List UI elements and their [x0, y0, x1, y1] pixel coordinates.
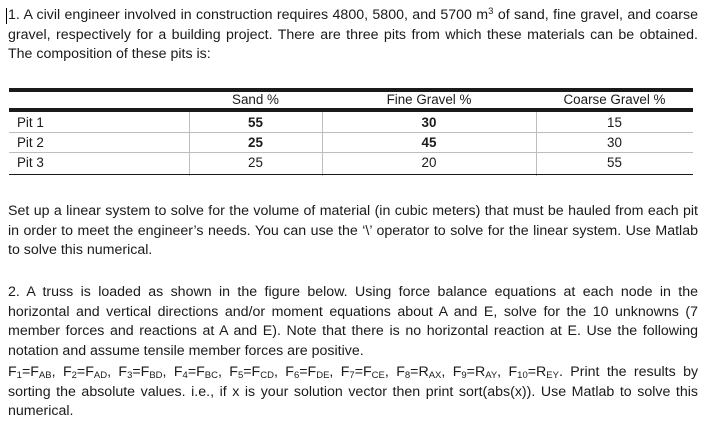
- notation-item: $F_9=R_{AY}$: [452, 364, 498, 381]
- table-cell: 45: [421, 135, 437, 150]
- table-row-label: Pit 3: [17, 155, 44, 170]
- header-fine-gravel: Fine Gravel %: [386, 92, 472, 107]
- table-cell: 25: [248, 155, 263, 170]
- notation-item: $F_3=F_{BD}$: [118, 364, 163, 381]
- notation-item: $F_4=F_{BC}$: [173, 364, 218, 381]
- table-bottom-border: [9, 174, 693, 175]
- problem-2-closing: . Print the results by sorting the absolute values. i.e., if x is your solution vector then print sort(abs(x)). Use Matlab to solve this numerical.: [8, 364, 699, 420]
- text-cursor: [6, 8, 7, 24]
- header-coarse-gravel: Coarse Gravel %: [563, 92, 666, 107]
- notation-item: $F_7=F_{CE}$: [340, 364, 385, 381]
- problem-1-task: Set up a linear system to solve for the volume of material (in cubic meters) that must be hauled from each pit in order to meet the engineer’s needs. You can use the ‘\’ operator to solve for the linear system. Use Matlab to solve this numerical.: [8, 203, 698, 259]
- table-row-label: Pit 2: [17, 135, 44, 150]
- row-divider: [9, 132, 693, 133]
- table-cell: 20: [421, 155, 437, 170]
- table-cell: 30: [421, 115, 437, 130]
- notation-item: $F_{10}=R_{EY}$: [508, 364, 559, 381]
- table-cell: 25: [248, 135, 263, 150]
- pit-composition-table: [9, 88, 693, 176]
- table-cell: 30: [607, 135, 622, 150]
- problem-1-statement: [8, 6, 698, 65]
- problem-1-intro: A civil engineer involved in construction requires 4800, 5800, and 5700 m: [23, 7, 489, 23]
- table-cell: 55: [248, 115, 263, 130]
- problem-1-number: 1.: [8, 7, 20, 23]
- cubic-superscript: 3: [488, 6, 494, 17]
- table-row-label: Pit 1: [17, 115, 44, 130]
- notation-item: $F_8=R_{AX}$: [396, 364, 442, 381]
- notation-item: $F_5=F_{CD}$: [229, 364, 274, 381]
- problem-1-rest: of sand, fine gravel, and coarse gravel, respectively for a building project. There are three pits from which these materials can be obtained. The composition of these pits is:: [8, 7, 698, 63]
- row-divider: [9, 152, 693, 153]
- table-cell: 55: [607, 155, 622, 170]
- notation-item: $F_2=F_{AD}$: [62, 364, 108, 381]
- problem-2-notation: [8, 363, 698, 422]
- table-cell: 15: [607, 115, 622, 130]
- problem-2-statement: 2. A truss is loaded as shown in the figure below. Using force balance equations at each node in the horizontal and vertical directions and/or moment equations about A and E, solve for the 10 unknowns (7 member forces and reactions at A and E). Note that there is no horizontal reaction at E. Use the following notation and assume tensile member forces are positive.: [8, 284, 698, 359]
- notation-item: $F_6=F_{DE}$: [285, 364, 330, 381]
- notation-item: $F_1=F_{AB}$: [8, 364, 52, 381]
- notation-list: $F_1=F_{AB}$, $F_2=F_{AD}$, $F_3=F_{BD}$, $F_4=F_{BC}$, $F_5=F_{CD}$, $F_6=F_{DE}$, $F_7=F_{CE}$, $F_8=R_{AX}$, $F_9=R_{AY}$, $F_{10}=R_{EY}$: [8, 364, 559, 381]
- header-sand: Sand %: [232, 92, 279, 107]
